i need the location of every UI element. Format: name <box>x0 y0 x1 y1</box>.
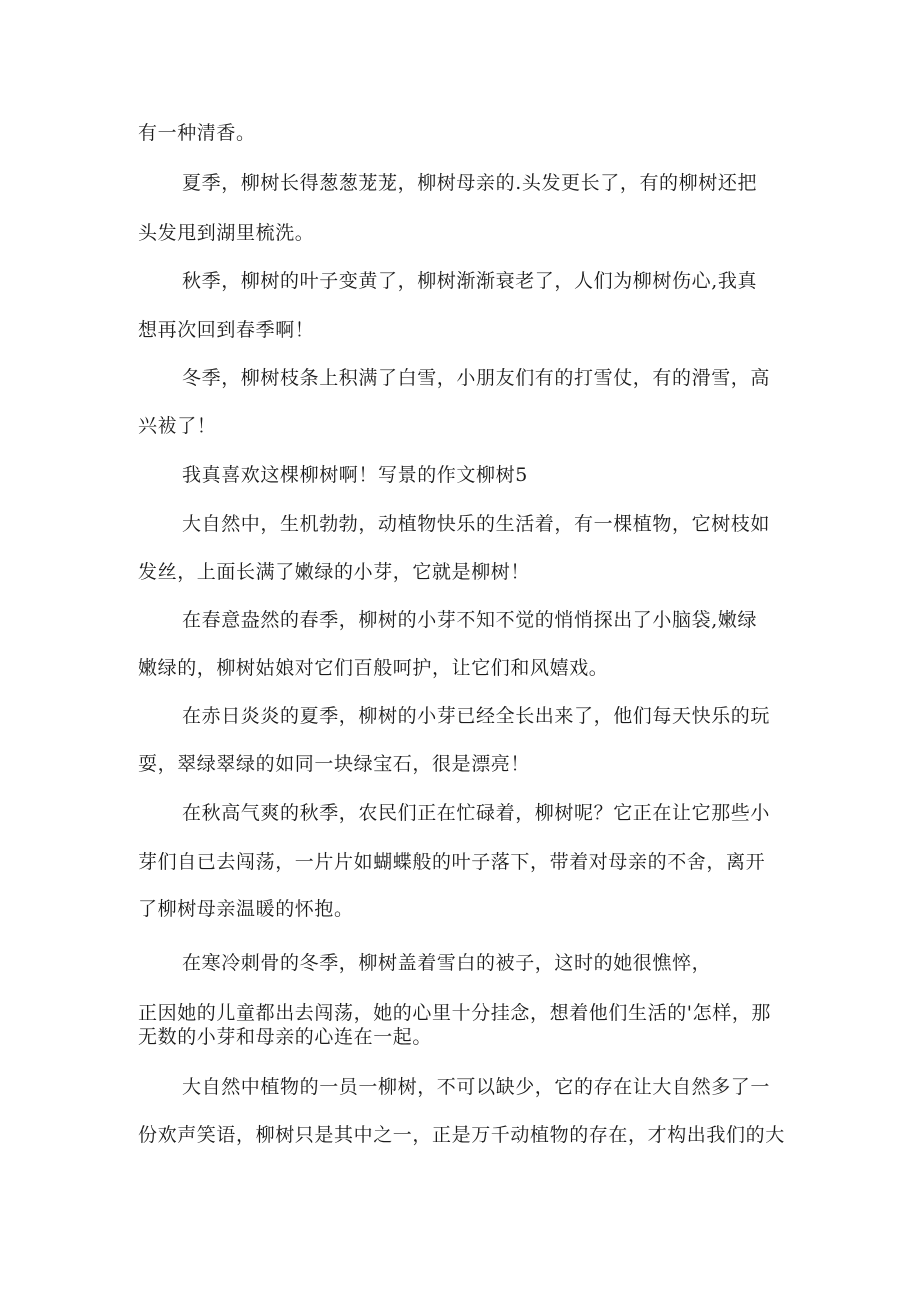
text-line-4: 秋季，柳树的叶子变黄了，柳树渐渐衰老了，人们为柳树伤心,我真 <box>182 270 758 292</box>
text-line-16: 芽们自已去闯荡，一片片如蝴蝶般的叶子落下，带着对母亲的不舍，离开 <box>138 851 766 873</box>
text-line-17: 了柳树母亲温暖的怀抱。 <box>138 898 354 920</box>
text-line-7: 兴袚了！ <box>138 415 217 437</box>
text-line-12: 嫩绿的，柳树姑娘对它们百般呵护，让它们和风嬉戏。 <box>138 657 609 679</box>
text-line-19: 正因她的儿童都出去闯荡，她的心里十分挂念，想着他们生活的'怎样，那 <box>138 1002 772 1024</box>
text-line-22: 份欢声笑语，柳树只是其中之一，正是万千动植物的存在，才构出我们的大 <box>138 1124 785 1146</box>
text-line-20: 无数的小芽和母亲的心连在一起。 <box>138 1026 433 1048</box>
text-line-8: 我真喜欢这棵柳树啊！写景的作文柳树5 <box>182 464 528 486</box>
text-line-2: 夏季，柳树长得葱葱茏茏，柳树母亲的.头发更长了，有的柳树还把 <box>182 172 758 194</box>
text-line-10: 发丝，上面长满了嫩绿的小芽，它就是柳树！ <box>138 561 531 583</box>
text-line-3: 头发甩到湖里梳洗。 <box>138 222 315 244</box>
text-line-21: 大自然中植物的一员一柳树，不可以缺少，它的存在让大自然多了一 <box>182 1076 771 1098</box>
text-line-1: 有一种清香。 <box>138 122 256 144</box>
text-line-9: 大自然中，生机勃勃，动植物快乐的生活着，有一棵植物，它树枝如 <box>182 513 771 535</box>
text-line-5: 想再次回到春季啊！ <box>138 319 315 341</box>
text-line-15: 在秋高气爽的秋季，农民们正在忙碌着，柳树呢？它正在让它那些小 <box>182 802 771 824</box>
text-line-11: 在春意盎然的春季，柳树的小芽不知不觉的悄悄探出了小脑袋,嫩绿 <box>182 609 758 631</box>
text-line-14: 耍，翠绿翠绿的如同一块绿宝石，很是漂亮！ <box>138 753 531 775</box>
text-line-13: 在赤日炎炎的夏季，柳树的小芽已经全长出来了，他们每天快乐的玩 <box>182 705 771 727</box>
text-line-6: 冬季，柳树枝条上积满了白雪，小朋友们有的打雪仗，有的滑雪，高 <box>182 367 771 389</box>
text-line-18: 在寒冷刺骨的冬季，柳树盖着雪白的被子，这时的她很憔悴， <box>182 952 712 974</box>
